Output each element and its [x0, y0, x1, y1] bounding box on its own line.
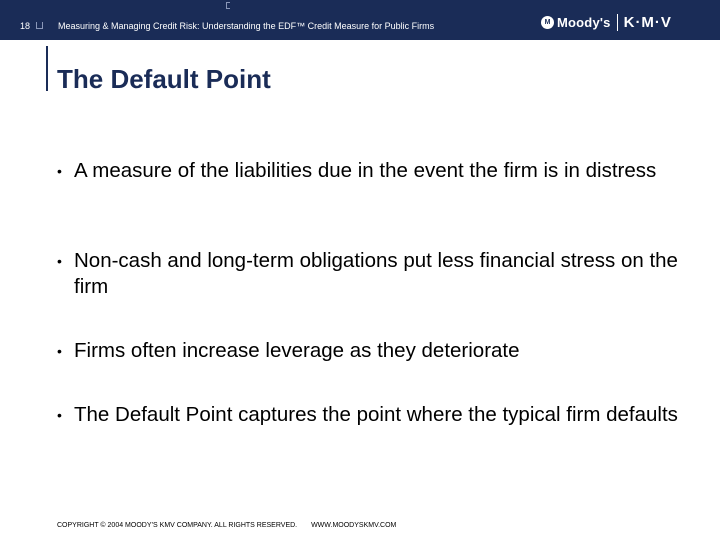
logo-product-text: K·M·V [623, 13, 672, 31]
copyright-notice: COPYRIGHT © 2004 MOODY’S KMV COMPANY. ALL RIGHTS RESERVED. [57, 522, 298, 529]
bracket-mark-icon [226, 2, 230, 9]
bullet-text: A measure of the liabilities due in the event the firm is in distress [74, 159, 657, 182]
bullet-item [57, 158, 697, 184]
bullet-dot-icon: • [57, 407, 62, 423]
bullet-item [57, 248, 697, 300]
presentation-title: Measuring & Managing Credit Risk: Understanding the EDF™ Credit Measure for Public Firms [58, 21, 435, 31]
bullet-text: The Default Point captures the point where the typical firm defaults [74, 403, 678, 426]
bullet-dot-icon: • [57, 343, 62, 359]
logo-brand-text: Moody's [557, 14, 611, 30]
bullet-text: Firms often increase leverage as they deteriorate [74, 339, 520, 362]
header-bar [0, 0, 720, 40]
bullet-dot-icon: • [57, 163, 62, 179]
bullet-item [57, 338, 697, 364]
bullet-item [57, 402, 697, 428]
moodys-kmv-logo [541, 13, 672, 31]
bracket-glyph-icon [36, 22, 43, 29]
logo-divider [617, 14, 618, 31]
title-accent-line [46, 46, 48, 91]
website-link[interactable]: WWW.MOODYSKMV.COM [311, 522, 397, 529]
page-number: 18 [20, 21, 31, 31]
footer [57, 522, 396, 529]
bullet-text: Non-cash and long-term obligations put less financial stress on the firm [74, 249, 678, 298]
bullet-dot-icon: • [57, 253, 62, 269]
slide-title: The Default Point [57, 64, 271, 94]
moodys-seal-icon: M [541, 16, 554, 29]
